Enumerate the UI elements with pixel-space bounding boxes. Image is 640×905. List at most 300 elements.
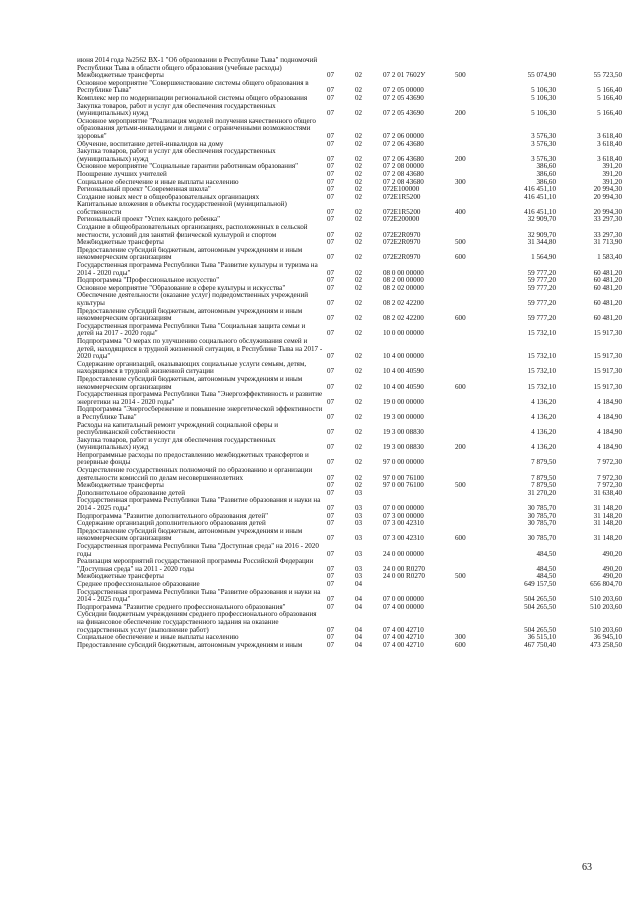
subsection-code: 02 (355, 207, 363, 216)
subsection-code: 03 (355, 489, 363, 497)
amount-year-1: 484,50 (536, 573, 556, 581)
item-name: Подпрограмма "О мерах по улучшению социального обслуживания семей и детей, находящихся в трудной жизненной ситуации, в Республике Тыва на 2017 - 2020 годы" (77, 337, 323, 361)
expense-type-code: 200 (455, 109, 466, 118)
amount-year-1: 504 265,50 (524, 603, 556, 611)
amount-year-2: 60 481,20 (593, 299, 622, 307)
amount-year-2: 7 972,30 (597, 482, 622, 490)
section-code: 07 (327, 163, 335, 171)
section-code: 07 (327, 595, 335, 604)
section-code: 07 (327, 412, 335, 421)
item-name: Государственная программа Республики Тыва "Развитие образования и науки на 2014 - 2025 годы" (77, 497, 321, 513)
target-article-code: 07 2 06 00000 (383, 131, 424, 140)
table-row (77, 406, 622, 421)
expense-type-code: 300 (455, 634, 466, 642)
target-article-code: 07 4 00 42710 (383, 625, 424, 634)
item-name: Государственная программа Республики Тыва "Развитие культуры и туризма на 2014 - 2020 годы" (77, 262, 318, 277)
section-code: 07 (327, 397, 335, 406)
amount-year-2: 5 166,40 (597, 94, 622, 102)
target-article-code: 08 2 02 42200 (383, 314, 424, 323)
target-article-code: 10 4 00 40590 (383, 367, 424, 376)
table-row (77, 391, 622, 406)
section-code: 07 (327, 170, 335, 178)
table-row (77, 482, 622, 490)
amount-year-2: 33 297,30 (593, 216, 622, 224)
subsection-code: 02 (355, 253, 363, 262)
target-article-code: 07 4 00 00000 (383, 603, 424, 611)
expense-type-code (455, 452, 485, 467)
expense-type-code (455, 277, 485, 285)
section-code (327, 57, 355, 72)
amount-year-1: 649 157,50 (524, 580, 556, 588)
target-article-code: 072E200000 (383, 216, 420, 224)
item-name: Закупка товаров, работ и услуг для обеспечения государственных (муниципальных) нужд (77, 436, 276, 452)
section-code: 07 (327, 131, 335, 140)
item-name: Осуществление государственных полномочий по образованию и организации деятельности комиссий по делам несовершеннолетних (77, 467, 313, 482)
subsection-code: 02 (355, 193, 363, 201)
item-name: Предоставление субсидий бюджетным, автономным учреждениям и иным некоммерческим организациям (77, 527, 303, 543)
table-row (77, 57, 622, 72)
expense-type-code (455, 141, 485, 149)
target-article-code: 072E2R0970 (383, 253, 421, 262)
expense-type-code (455, 520, 485, 528)
table-row (77, 277, 622, 285)
target-article-code: 97 0 00 76100 (383, 473, 424, 482)
amount-year-1: 59 777,20 (527, 299, 556, 307)
expense-type-code (455, 490, 485, 498)
item-name: Обеспечение деятельности (оказание услуг) подведомственных учреждений культуры (77, 292, 309, 307)
amount-year-2: 15 917,30 (593, 382, 622, 391)
amount-year-1: 3 576,30 (531, 140, 556, 148)
amount-year-1: 416 451,10 (524, 207, 556, 216)
item-name: Предоставление субсидий бюджетным, автономным учреждениям и иным (77, 641, 303, 649)
subsection-code: 03 (355, 504, 363, 513)
table-row (77, 141, 622, 149)
expense-type-code: 500 (455, 573, 466, 581)
target-article-code: 24 0 00 00000 (383, 549, 424, 558)
amount-year-1: 484,50 (536, 564, 556, 573)
amount-year-2: 20 994,30 (593, 186, 622, 194)
target-article-code: 072E1R5200 (383, 207, 421, 216)
section-code: 07 (327, 352, 335, 361)
amount-year-2: 656 804,70 (590, 580, 622, 588)
table-row (77, 216, 622, 224)
expense-type-code (455, 361, 485, 376)
amount-year-2: 4 184,90 (597, 412, 622, 421)
amount-year-2: 31 148,20 (593, 504, 622, 513)
amount-year-1: 31 344,80 (527, 239, 556, 247)
item-name: Предоставление субсидий бюджетным, автономным учреждениям и иным некоммерческим организациям (77, 246, 303, 262)
section-code: 07 (327, 216, 335, 224)
amount-year-1: 15 732,10 (527, 329, 556, 338)
table-row (77, 528, 622, 543)
item-name: Содержание организаций дополнительного образования детей (77, 520, 266, 528)
table-row (77, 72, 622, 80)
target-article-code: 10 4 00 00000 (383, 352, 424, 361)
amount-year-2: 473 258,50 (590, 641, 622, 649)
expense-type-code (455, 186, 485, 194)
item-name: Государственная программа Республики Тыва "Энергоэффективность и развитие энергетики на 2014 - 2020 годы" (77, 391, 323, 406)
expense-type-code (455, 95, 485, 103)
table-row (77, 437, 622, 452)
expense-type-code (455, 422, 485, 437)
table-row (77, 573, 622, 581)
amount-year-2: 60 481,20 (593, 268, 622, 277)
budget-table (77, 57, 622, 649)
section-code: 07 (327, 299, 335, 307)
item-name: Реализация мероприятий государственной программы Российской Федерации "Доступная среда" на 2011 - 2020 годы (77, 558, 314, 573)
subsection-code: 02 (355, 284, 363, 292)
expense-type-code (455, 338, 485, 361)
target-article-code: 07 2 08 43680 (383, 178, 424, 186)
expense-type-code: 600 (455, 534, 466, 543)
amount-year-1: 59 777,20 (527, 314, 556, 323)
amount-year-2: 15 917,30 (593, 367, 622, 376)
amount-year-2: 31 713,90 (593, 239, 622, 247)
amount-year-1: 4 136,20 (531, 412, 556, 421)
amount-year-2: 510 203,60 (590, 625, 622, 634)
item-name: Государственная программа Республики Тыва "Социальная защита семьи и детей на 2017 - 2020 годы" (77, 322, 306, 338)
subsection-code (355, 57, 383, 72)
target-article-code: 072E100000 (383, 186, 420, 194)
section-code: 07 (327, 94, 335, 102)
section-code: 07 (327, 489, 335, 497)
amount-year-1: 5 106,30 (531, 86, 556, 95)
item-name: Закупка товаров, работ и услуг для обеспечения государственных (муниципальных) нужд (77, 102, 276, 118)
table-row (77, 308, 622, 323)
target-article-code: 07 2 05 00000 (383, 86, 424, 95)
section-code: 07 (327, 382, 335, 391)
amount-year-1: 504 265,50 (524, 595, 556, 604)
expense-type-code (455, 323, 485, 338)
section-code: 07 (327, 458, 335, 467)
section-code: 07 (327, 154, 335, 163)
item-name: Среднее профессиональное образование (77, 580, 200, 588)
item-name: Подпрограмма "Энергосбережение и повышение энергетической эффективности в Республике Тыва" (77, 406, 323, 421)
target-article-code: 07 4 00 42710 (383, 641, 424, 649)
target-article-code: 08 2 02 42200 (383, 299, 424, 307)
table-row (77, 604, 622, 612)
item-name: Основное мероприятие "Социальные гарантии работникам образования" (77, 163, 299, 171)
amount-year-1: 416 451,10 (524, 186, 556, 194)
section-code: 07 (327, 230, 335, 239)
amount-year-2 (556, 57, 622, 72)
table-row (77, 361, 622, 376)
target-article-code (383, 57, 455, 72)
amount-year-1: 386,60 (536, 178, 556, 186)
amount-year-2: 31 148,20 (593, 534, 622, 543)
amount-year-1: 36 515,10 (527, 634, 556, 642)
amount-year-2: 31 638,40 (593, 489, 622, 497)
target-article-code: 07 2 01 7602У (383, 72, 426, 80)
amount-year-2: 5 166,40 (597, 86, 622, 95)
table-row (77, 422, 622, 437)
table-row (77, 262, 622, 277)
amount-year-2: 391,20 (602, 170, 622, 178)
table-row (77, 513, 622, 521)
item-name: Межбюджетные трансферты (77, 72, 164, 80)
expense-type-code (455, 57, 485, 72)
amount-year-2: 1 583,40 (597, 253, 622, 262)
item-name: июня 2014 года №2562 ВХ-1 "Об образовании в Республике Тыва" подномочий Республики Тыва в области общего образования (учебные расходы) (77, 57, 318, 72)
table-row (77, 95, 622, 103)
amount-year-2: 31 148,20 (593, 520, 622, 528)
amount-year-1: 504 265,50 (524, 625, 556, 634)
subsection-code: 02 (355, 428, 363, 437)
section-code: 07 (327, 549, 335, 558)
expense-type-code: 400 (455, 207, 466, 216)
target-article-code: 07 2 05 43690 (383, 94, 424, 102)
section-code: 07 (327, 186, 335, 194)
item-name: Региональный проект "Успех каждого ребенка" (77, 216, 221, 224)
amount-year-2: 4 184,90 (597, 428, 622, 437)
expense-type-code (455, 285, 485, 293)
expense-type-code: 500 (455, 239, 466, 247)
item-name: Расходы на капитальный ремонт учреждений социальной сферы и республиканской собственности (77, 421, 279, 437)
expense-type-code (455, 80, 485, 95)
section-code: 07 (327, 193, 335, 201)
table-row (77, 179, 622, 187)
table-row (77, 80, 622, 95)
section-code: 07 (327, 564, 335, 573)
section-code: 07 (327, 625, 335, 634)
table-row (77, 543, 622, 558)
item-name: Основное мероприятие "Образование в сфере культуры и искусства" (77, 284, 286, 292)
section-code: 07 (327, 603, 335, 611)
expense-type-code: 600 (455, 382, 466, 391)
expense-type-code: 200 (455, 443, 466, 452)
amount-year-1: 3 576,30 (531, 154, 556, 163)
expense-type-code (455, 467, 485, 482)
subsection-code: 03 (355, 520, 363, 528)
item-name: Предоставление субсидий бюджетным, автономным учреждениям и иным некоммерческим организациям (77, 375, 303, 391)
amount-year-2: 20 994,30 (593, 207, 622, 216)
expense-type-code (455, 543, 485, 558)
target-article-code: 10 4 00 40590 (383, 382, 424, 391)
table-row (77, 194, 622, 202)
target-article-code: 072E2R0970 (383, 239, 421, 247)
amount-year-2: 490,20 (602, 573, 622, 581)
amount-year-2: 15 917,30 (593, 329, 622, 338)
section-code: 07 (327, 367, 335, 376)
table-row (77, 490, 622, 498)
target-article-code: 072E1R5200 (383, 193, 421, 201)
table-row (77, 467, 622, 482)
target-article-code: 07 4 00 42710 (383, 634, 424, 642)
subsection-code: 02 (355, 397, 363, 406)
amount-year-1: 32 909,70 (527, 230, 556, 239)
amount-year-1: 5 106,30 (531, 109, 556, 118)
section-code: 07 (327, 72, 335, 80)
target-article-code: 19 0 00 00000 (383, 397, 424, 406)
table-row (77, 642, 622, 650)
item-name: Межбюджетные трансферты (77, 239, 164, 247)
subsection-code: 04 (355, 580, 363, 588)
table-row (77, 323, 622, 338)
subsection-code: 03 (355, 573, 363, 581)
amount-year-2: 36 945,10 (593, 634, 622, 642)
section-code: 07 (327, 314, 335, 323)
subsection-code: 02 (355, 72, 363, 80)
item-name: Создание в общеобразовательных организациях, расположенных в сельской местности, условий для занятий физической культурой и спортом (77, 224, 308, 239)
item-name: Комплекс мер по модернизации региональной системы общего образования (77, 94, 308, 102)
expense-type-code (455, 391, 485, 406)
table-row (77, 103, 622, 118)
subsection-code: 02 (355, 86, 363, 95)
target-article-code: 07 3 00 42310 (383, 534, 424, 543)
amount-year-1: 4 136,20 (531, 397, 556, 406)
target-article-code: 97 0 00 76100 (383, 482, 424, 490)
item-name: Социальное обеспечение и иные выплаты населению (77, 634, 239, 642)
expense-type-code (455, 163, 485, 171)
section-code: 07 (327, 329, 335, 338)
subsection-code: 02 (355, 352, 363, 361)
table-row (77, 497, 622, 512)
subsection-code: 02 (355, 163, 363, 171)
item-name: Социальное обеспечение и иные выплаты населению (77, 178, 239, 186)
table-row (77, 247, 622, 262)
item-name: Основное мероприятие "Реализация моделей получения качественного общего образования детьми-инвалидами и лицами с ограниченными возможностями здоровья" (77, 117, 316, 140)
amount-year-1: 5 106,30 (531, 94, 556, 102)
section-code: 07 (327, 573, 335, 581)
page-number: 63 (582, 862, 592, 873)
amount-year-2: 7 972,30 (597, 458, 622, 467)
amount-year-2: 510 203,60 (590, 595, 622, 604)
subsection-code: 04 (355, 634, 363, 642)
item-name: Государственная программа Республики Тыва "Доступная среда" на 2016 - 2020 годы (77, 543, 319, 558)
item-name: Субсидии бюджетным учреждениям среднего профессионального образования на финансовое обеспечение государственного задания на оказание государственных услуг (выполнение работ) (77, 611, 317, 634)
table-row (77, 163, 622, 171)
amount-year-1: 7 879,50 (531, 473, 556, 482)
expense-type-code (455, 406, 485, 421)
subsection-code: 02 (355, 329, 363, 338)
subsection-code: 02 (355, 268, 363, 277)
amount-year-1: 7 879,50 (531, 482, 556, 490)
target-article-code: 07 0 00 00000 (383, 504, 424, 513)
subsection-code: 02 (355, 178, 363, 186)
section-code: 07 (327, 284, 335, 292)
item-name: Создание новых мест в общеобразовательных организациях (77, 193, 260, 201)
subsection-code: 02 (355, 367, 363, 376)
target-article-code: 24 0 00 R0270 (383, 573, 425, 581)
table-row (77, 118, 622, 141)
target-article-code: 07 3 00 00000 (383, 512, 424, 520)
subsection-code: 02 (355, 458, 363, 467)
subsection-code: 02 (355, 94, 363, 102)
expense-type-code (455, 216, 485, 224)
table-row (77, 520, 622, 528)
subsection-code: 02 (355, 277, 363, 285)
amount-year-1: 7 879,50 (531, 458, 556, 467)
section-code: 07 (327, 277, 335, 285)
target-article-code: 072E2R0970 (383, 230, 421, 239)
amount-year-1: 15 732,10 (527, 352, 556, 361)
subsection-code: 02 (355, 314, 363, 323)
section-code: 07 (327, 443, 335, 452)
amount-year-2: 391,20 (602, 178, 622, 186)
expense-type-code (455, 611, 485, 634)
subsection-code: 02 (355, 443, 363, 452)
table-row (77, 224, 622, 239)
section-code: 07 (327, 504, 335, 513)
amount-year-1: 484,50 (536, 549, 556, 558)
budget-table-body (77, 57, 622, 649)
target-article-code: 07 2 08 43680 (383, 170, 424, 178)
target-article-code (383, 581, 455, 589)
section-code: 07 (327, 86, 335, 95)
subsection-code: 02 (355, 186, 363, 194)
table-row (77, 285, 622, 293)
amount-year-2: 4 184,90 (597, 443, 622, 452)
section-code: 07 (327, 580, 335, 588)
table-row (77, 581, 622, 589)
section-code: 07 (327, 140, 335, 148)
section-code: 07 (327, 512, 335, 520)
expense-type-code (455, 497, 485, 512)
section-code: 07 (327, 239, 335, 247)
amount-year-1: 416 451,10 (524, 193, 556, 201)
target-article-code: 19 3 00 08830 (383, 443, 424, 452)
amount-year-1: 30 785,70 (527, 534, 556, 543)
expense-type-code: 300 (455, 178, 466, 186)
item-name: Межбюджетные трансферты (77, 482, 164, 490)
expense-type-code (455, 513, 485, 521)
amount-year-1: 59 777,20 (527, 268, 556, 277)
table-row (77, 634, 622, 642)
subsection-code: 02 (355, 140, 363, 148)
target-article-code: 19 3 00 08830 (383, 428, 424, 437)
section-code: 07 (327, 268, 335, 277)
target-article-code (383, 490, 455, 498)
item-name: Межбюджетные трансферты (77, 573, 164, 581)
section-code: 07 (327, 473, 335, 482)
subsection-code: 02 (355, 239, 363, 247)
table-row (77, 201, 622, 216)
target-article-code: 07 2 06 43680 (383, 140, 424, 148)
amount-year-2: 31 148,20 (593, 512, 622, 520)
amount-year-1: 59 777,20 (527, 277, 556, 285)
subsection-code: 02 (355, 109, 363, 118)
subsection-code: 03 (355, 534, 363, 543)
amount-year-1: 59 777,20 (527, 284, 556, 292)
amount-year-1: 4 136,20 (531, 443, 556, 452)
target-article-code: 08 2 00 00000 (383, 277, 424, 285)
amount-year-2: 33 297,30 (593, 230, 622, 239)
section-code: 07 (327, 641, 335, 649)
table-row (77, 611, 622, 634)
section-code: 07 (327, 109, 335, 118)
subsection-code: 03 (355, 564, 363, 573)
subsection-code: 02 (355, 473, 363, 482)
expense-type-code (455, 224, 485, 239)
amount-year-1: 15 732,10 (527, 382, 556, 391)
subsection-code: 02 (355, 170, 363, 178)
table-row (77, 239, 622, 247)
subsection-code: 04 (355, 603, 363, 611)
target-article-code: 07 3 00 42310 (383, 520, 424, 528)
item-name: Подпрограмма "Профессиональное искусство" (77, 277, 220, 285)
subsection-code: 02 (355, 131, 363, 140)
amount-year-1: 386,60 (536, 163, 556, 171)
table-row (77, 338, 622, 361)
subsection-code: 02 (355, 382, 363, 391)
expense-type-code (455, 604, 485, 612)
expense-type-code: 600 (455, 314, 466, 323)
amount-year-2: 3 618,40 (597, 154, 622, 163)
expense-type-code: 600 (455, 641, 466, 649)
amount-year-2: 3 618,40 (597, 131, 622, 140)
section-code: 07 (327, 634, 335, 642)
expense-type-code: 200 (455, 154, 466, 163)
